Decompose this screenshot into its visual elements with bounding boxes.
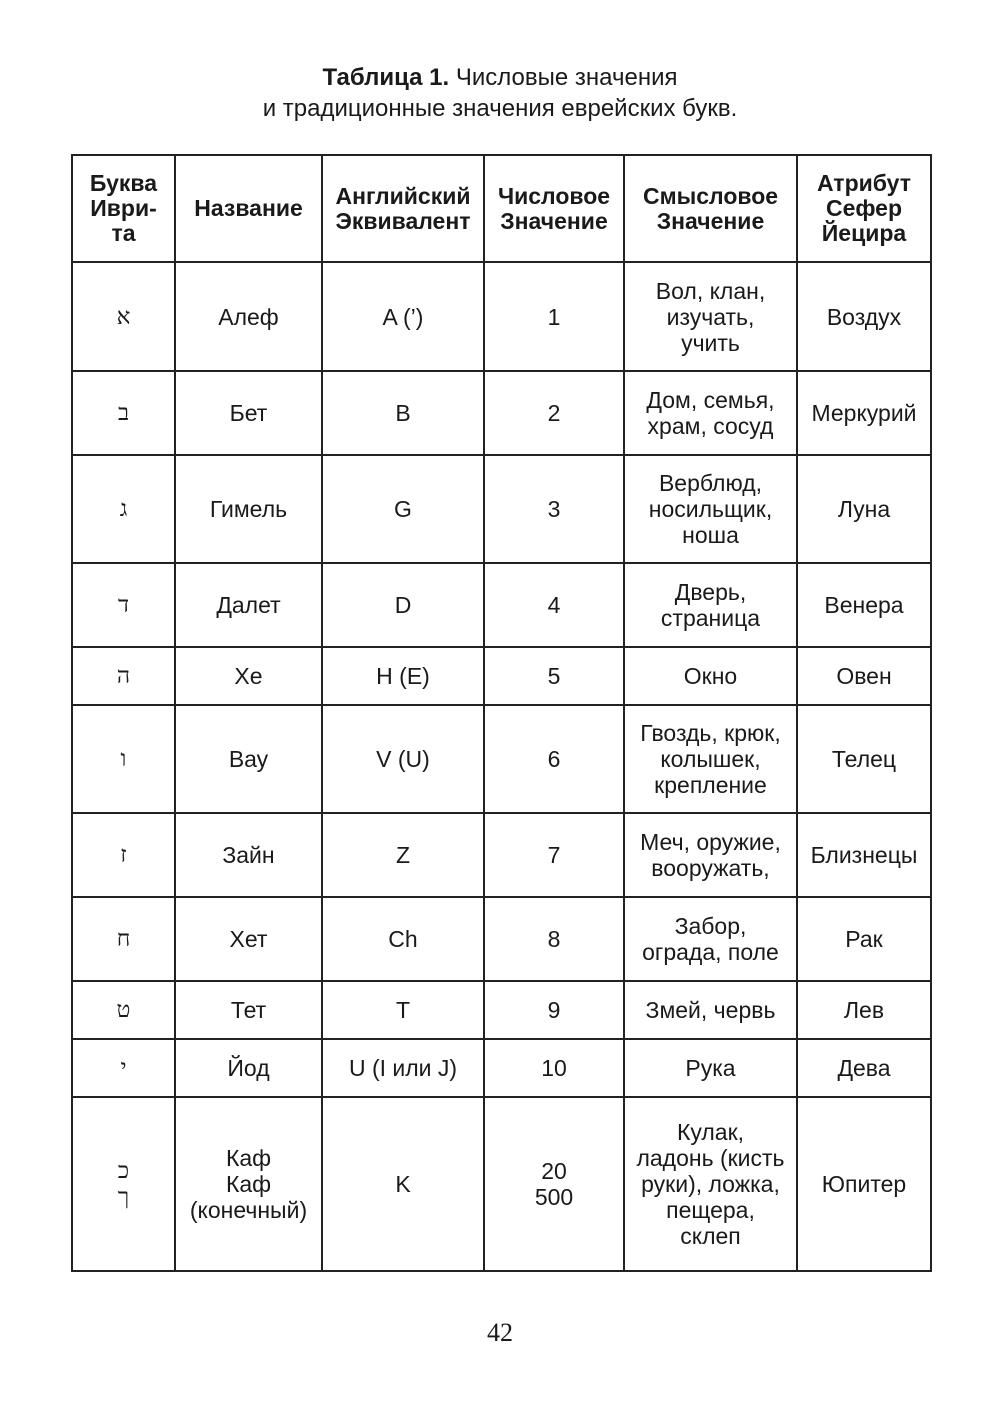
table-caption — [0, 62, 1000, 124]
caption-label: Таблица 1. — [322, 64, 450, 91]
hebrew-letter-cell: ד — [72, 563, 175, 647]
meaning-cell: Вол, клан, изучать, учить — [624, 262, 797, 371]
numeric-value-cell: 5 — [484, 647, 624, 705]
english-equivalent-cell: B — [322, 371, 484, 455]
english-equivalent-cell: Ch — [322, 897, 484, 981]
meaning-cell: Верблюд, носильщик, ноша — [624, 455, 797, 563]
numeric-value-cell: 9 — [484, 981, 624, 1039]
hebrew-letter-cell: ג — [72, 455, 175, 563]
numeric-value-cell: 10 — [484, 1039, 624, 1097]
attribute-cell: Юпитер — [797, 1097, 931, 1271]
english-equivalent-cell: G — [322, 455, 484, 563]
numeric-value-cell: 1 — [484, 262, 624, 371]
table-row — [72, 647, 931, 705]
english-equivalent-cell: Z — [322, 813, 484, 897]
hebrew-letter-cell: ז — [72, 813, 175, 897]
attribute-cell: Овен — [797, 647, 931, 705]
english-equivalent-cell: A (’) — [322, 262, 484, 371]
meaning-cell: Змей, червь — [624, 981, 797, 1039]
numeric-value-cell: 3 — [484, 455, 624, 563]
table-row — [72, 262, 931, 371]
numeric-value-cell: 20 500 — [484, 1097, 624, 1271]
hebrew-letter-cell: ב — [72, 371, 175, 455]
numeric-value-cell: 6 — [484, 705, 624, 813]
hebrew-letter-cell: ה — [72, 647, 175, 705]
meaning-cell: Рука — [624, 1039, 797, 1097]
meaning-cell: Гвоздь, крюк, колышек, крепление — [624, 705, 797, 813]
numeric-value-cell: 7 — [484, 813, 624, 897]
meaning-cell: Кулак, ладонь (кисть руки), ложка, пещера, склеп — [624, 1097, 797, 1271]
hebrew-letters-table — [71, 154, 932, 1272]
table-row — [72, 897, 931, 981]
meaning-cell: Забор, ограда, поле — [624, 897, 797, 981]
attribute-cell: Рак — [797, 897, 931, 981]
letter-name-cell: Зайн — [175, 813, 322, 897]
numeric-value-cell: 8 — [484, 897, 624, 981]
attribute-cell: Луна — [797, 455, 931, 563]
meaning-cell: Дверь, страница — [624, 563, 797, 647]
english-equivalent-cell: H (E) — [322, 647, 484, 705]
numeric-value-cell: 4 — [484, 563, 624, 647]
attribute-cell: Меркурий — [797, 371, 931, 455]
english-equivalent-cell: U (I или J) — [322, 1039, 484, 1097]
header-row — [72, 155, 931, 262]
letter-name-cell: Бет — [175, 371, 322, 455]
header-meaning: Смысловое Значение — [624, 155, 797, 262]
header-name: Название — [175, 155, 322, 262]
table-row — [72, 705, 931, 813]
letter-name-cell: Хе — [175, 647, 322, 705]
hebrew-letter-cell: א — [72, 262, 175, 371]
letter-name-cell: Вау — [175, 705, 322, 813]
header-letter: Буква Иври- та — [72, 155, 175, 262]
table-row — [72, 981, 931, 1039]
hebrew-letter-cell: כ ך — [72, 1097, 175, 1271]
header-number: Числовое Значение — [484, 155, 624, 262]
numeric-value-cell: 2 — [484, 371, 624, 455]
english-equivalent-cell: T — [322, 981, 484, 1039]
english-equivalent-cell: V (U) — [322, 705, 484, 813]
letter-name-cell: Гимель — [175, 455, 322, 563]
table-row — [72, 563, 931, 647]
hebrew-letter-cell: י — [72, 1039, 175, 1097]
header-attribute: Атрибут Сефер Йецира — [797, 155, 931, 262]
attribute-cell: Дева — [797, 1039, 931, 1097]
attribute-cell: Лев — [797, 981, 931, 1039]
table-row — [72, 1097, 931, 1271]
meaning-cell: Меч, оружие, вооружать, — [624, 813, 797, 897]
table-row — [72, 1039, 931, 1097]
attribute-cell: Воздух — [797, 262, 931, 371]
table-row — [72, 371, 931, 455]
letter-name-cell: Хет — [175, 897, 322, 981]
attribute-cell: Близнецы — [797, 813, 931, 897]
header-english: Английский Эквивалент — [322, 155, 484, 262]
letter-name-cell: Тет — [175, 981, 322, 1039]
english-equivalent-cell: K — [322, 1097, 484, 1271]
caption-line-2: и традиционные значения еврейских букв. — [262, 95, 738, 122]
attribute-cell: Телец — [797, 705, 931, 813]
letter-name-cell: Йод — [175, 1039, 322, 1097]
english-equivalent-cell: D — [322, 563, 484, 647]
letter-name-cell: Далет — [175, 563, 322, 647]
caption-line-1: Числовые значения — [455, 64, 678, 91]
meaning-cell: Дом, семья, храм, сосуд — [624, 371, 797, 455]
hebrew-letter-cell: ט — [72, 981, 175, 1039]
meaning-cell: Окно — [624, 647, 797, 705]
letter-name-cell: Каф Каф (конечный) — [175, 1097, 322, 1271]
letter-name-cell: Алеф — [175, 262, 322, 371]
page-number: 42 — [487, 1318, 513, 1347]
table-row — [72, 455, 931, 563]
hebrew-letter-cell: ח — [72, 897, 175, 981]
attribute-cell: Венера — [797, 563, 931, 647]
table-row — [72, 813, 931, 897]
hebrew-letter-cell: ו — [72, 705, 175, 813]
